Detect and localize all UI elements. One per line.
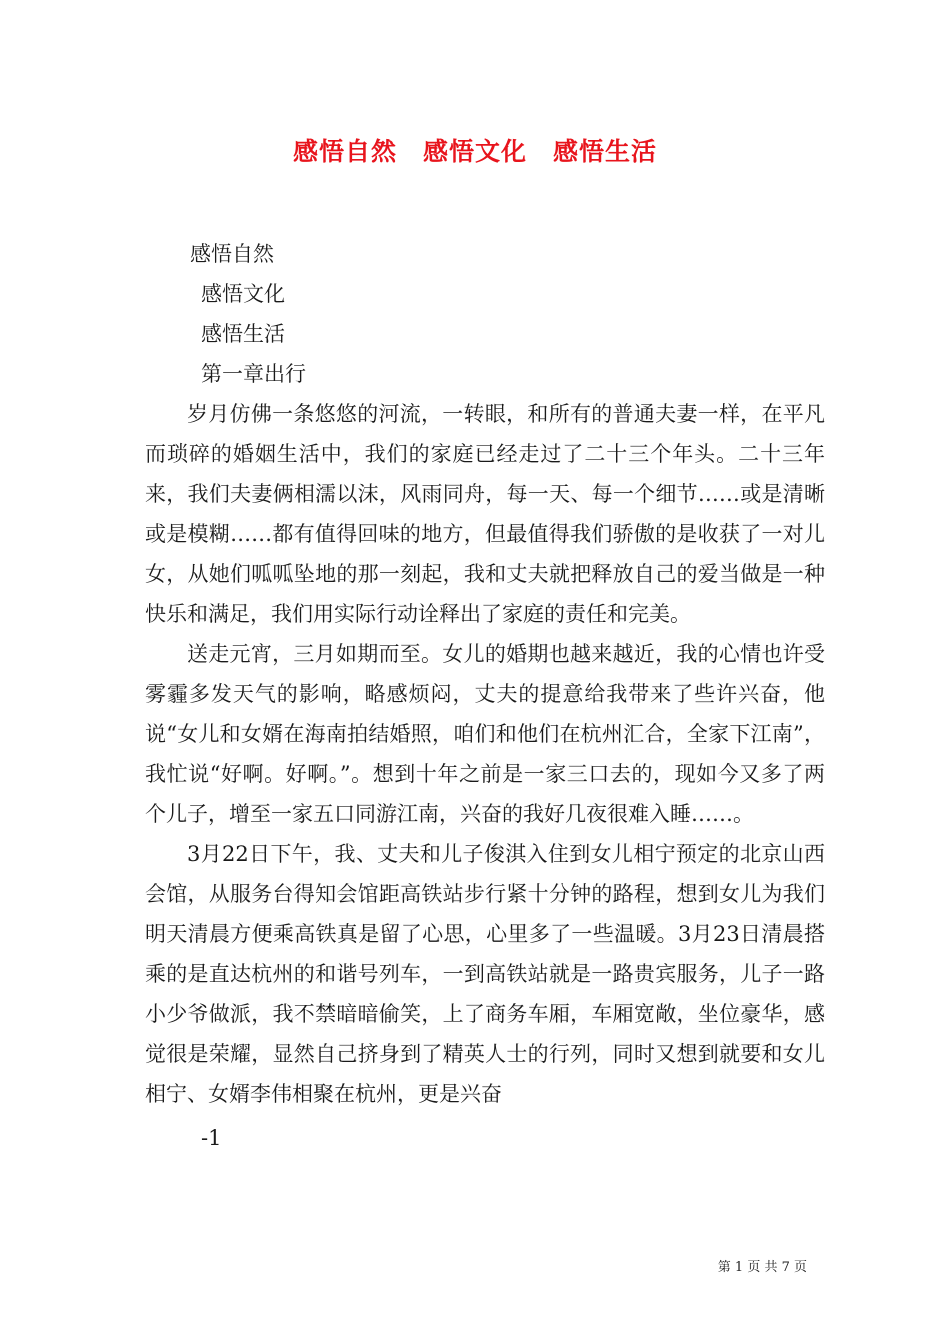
- page-title: 感悟自然 感悟文化 感悟生活: [292, 137, 657, 166]
- document-body: [145, 234, 825, 1158]
- heading-life: 感悟生活: [201, 322, 285, 346]
- page-footer: 第 1 页 共 7 页: [717, 1260, 807, 1275]
- paragraph: 岁月仿佛一条悠悠的河流，一转眼，和所有的普通夫妻一样，在平凡而琐碎的婚姻生活中，我们的家庭已经走过了二十三个年头。二十三年来，我们夫妻俩相濡以沫，风雨同舟，每一天、每一个细节……或是清晰或是模糊……都有值得回味的地方，但最值得我们骄傲的是收获了一对儿女，从她们呱呱坠地的那一刻起，我和丈夫就把释放自己的爱当做是一种快乐和满足，我们用实际行动诠释出了家庭的责任和完美。: [145, 402, 825, 626]
- paragraph: 送走元宵，三月如期而至。女儿的婚期也越来越近，我的心情也许受雾霾多发天气的影响，略感烦闷，丈夫的提意给我带来了些许兴奋，他说“女儿和女婿在海南拍结婚照，咱们和他们在杭州汇合，全家下江南”，我忙说“好啊。好啊。”。想到十年之前是一家三口去的，现如今又多了两个儿子，增至一家五口同游江南，兴奋的我好几夜很难入睡……。: [145, 642, 825, 826]
- paragraph: 3月22日下午，我、丈夫和儿子俊淇入住到女儿相宁预定的北京山西会馆，从服务台得知会馆距高铁站步行紧十分钟的路程，想到女儿为我们明天清晨方便乘高铁真是留了心思，心里多了一些温暖。3月23日清晨搭乘的是直达杭州的和谐号列车，一到高铁站就是一路贵宾服务，儿子一路小少爷做派，我不禁暗暗偷笑，上了商务车厢，车厢宽敞，坐位豪华，感觉很是荣耀，显然自己挤身到了精英人士的行列，同时又想到就要和女儿相宁、女婿李伟相聚在杭州，更是兴奋: [145, 842, 825, 1106]
- page-number-mark: -1: [201, 1126, 222, 1150]
- heading-culture: 感悟文化: [201, 282, 285, 306]
- heading-nature: 感悟自然: [190, 242, 274, 266]
- chapter-heading: 第一章出行: [201, 362, 306, 386]
